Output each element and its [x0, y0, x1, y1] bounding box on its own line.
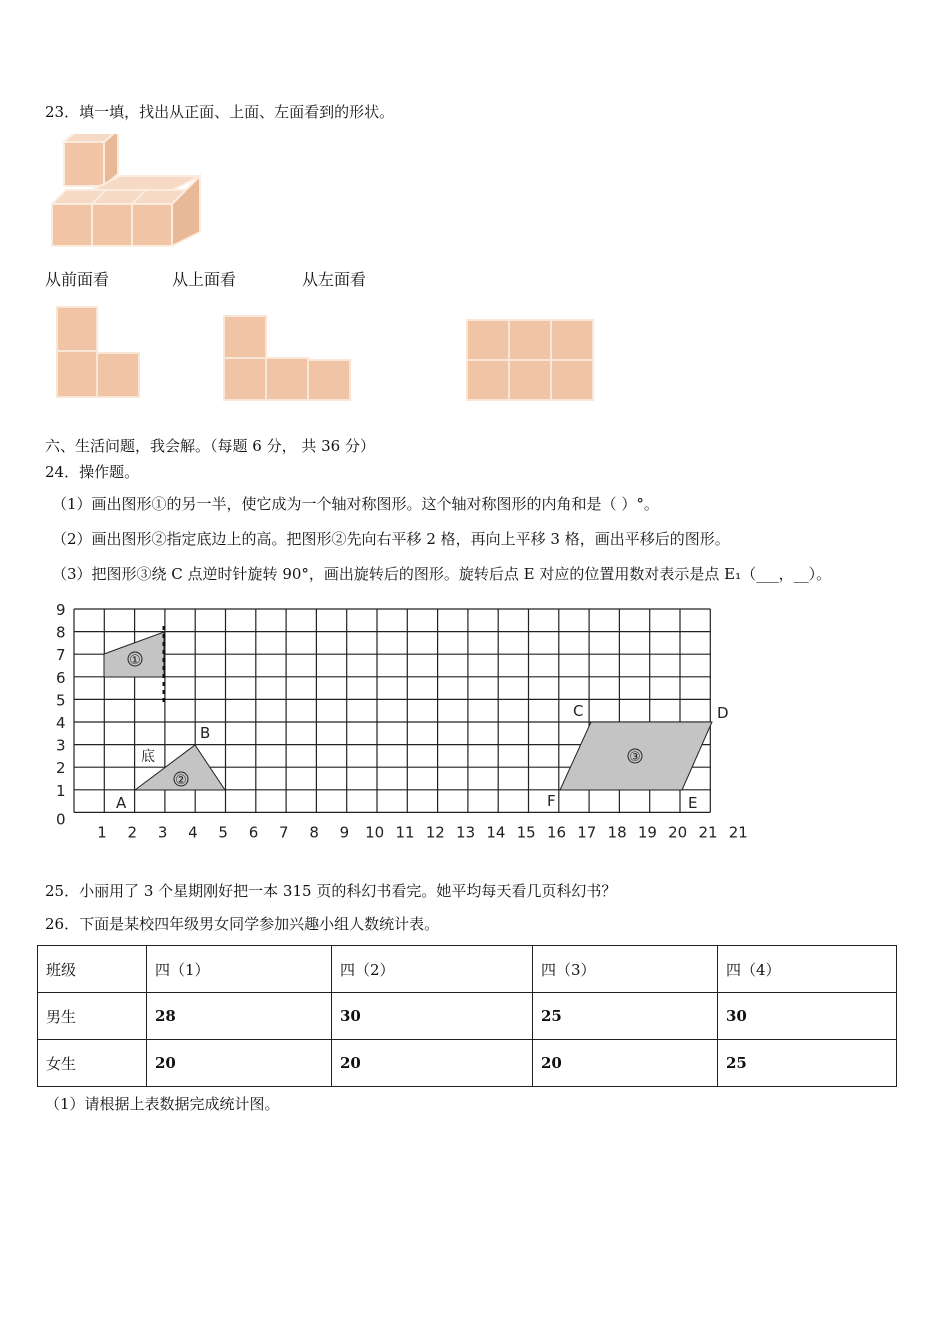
x-tick-label: 19	[637, 823, 657, 842]
x-tick-label: 20	[668, 823, 688, 842]
table-cell: 25	[718, 1040, 897, 1087]
cube-front-face	[64, 142, 104, 186]
table-cell: 20	[332, 1040, 533, 1087]
shape-1-label: ①	[129, 653, 141, 668]
table-header-cell: 四（2）	[332, 946, 533, 993]
x-tick-label: 1	[97, 823, 107, 842]
view-label-top: 从上面看	[172, 270, 237, 289]
x-tick-label: 10	[365, 823, 385, 842]
q24-part2: （2）画出图形②指定底边上的高。把图形②先向右平移 2 格，再向上平移 3 格，画出平移后的图形。	[52, 530, 730, 548]
x-tick-label: 15	[516, 823, 536, 842]
y-tick-label: 7	[56, 646, 66, 665]
x-tick-label: 21	[728, 823, 748, 842]
coordinate-grid	[40, 598, 770, 843]
q26-part1: （1）请根据上表数据完成统计图。	[45, 1095, 280, 1113]
row-label: 女生	[38, 1040, 147, 1087]
y-tick-label: 8	[56, 623, 66, 642]
x-tick-label: 18	[607, 823, 627, 842]
x-tick-label: 9	[339, 823, 350, 842]
point-A: A	[116, 794, 127, 812]
y-tick-label: 9	[56, 601, 66, 619]
y-tick-label: 0	[56, 810, 66, 829]
q24-part3: （3）把图形③绕 C 点逆时针旋转 90°，画出旋转后的图形。旋转后点 E 对应的位置用数对表示是点 E₁（___，__）。	[52, 565, 832, 583]
y-tick-label: 1	[56, 781, 66, 800]
q23-title: 23．填一填，找出从正面、上面、左面看到的形状。	[45, 103, 395, 121]
section6-title: 六、生活问题，我会解。（每题 6 分， 共 36 分）	[45, 437, 375, 455]
y-tick-label: 3	[56, 736, 66, 755]
cube-front-face	[92, 204, 132, 246]
q24-part1: （1）画出图形①的另一半，使它成为一个轴对称图形。这个轴对称图形的内角和是（ ）°。	[52, 495, 659, 513]
point-F: F	[547, 792, 556, 810]
x-tick-label: 13	[456, 823, 476, 842]
shape-2-label: ②	[175, 773, 187, 788]
x-tick-label: 8	[309, 823, 319, 842]
cube-stack-figure	[48, 134, 208, 249]
point-B: B	[200, 724, 211, 742]
x-tick-label: 6	[248, 823, 259, 842]
cube-front-face	[132, 204, 172, 246]
point-C: C	[573, 702, 584, 720]
table-header-cell: 四（1）	[147, 946, 332, 993]
table-cell: 25	[533, 993, 718, 1040]
y-tick-label: 5	[56, 691, 66, 710]
table-header-cell: 四（3）	[533, 946, 718, 993]
x-tick-label: 3	[157, 823, 168, 842]
y-tick-label: 2	[56, 759, 66, 778]
table-cell: 20	[533, 1040, 718, 1087]
x-tick-label: 4	[188, 823, 198, 842]
shape-3-label: ③	[629, 750, 641, 765]
x-tick-label: 17	[577, 823, 597, 842]
x-tick-label: 2	[127, 823, 138, 842]
q24-title: 24．操作题。	[45, 463, 140, 481]
view-label-left: 从左面看	[302, 270, 367, 289]
table-row	[38, 1040, 897, 1087]
q25-text: 25．小丽用了 3 个星期刚好把一本 315 页的科幻书看完。她平均每天看几页科幻书？	[45, 882, 617, 900]
top-view-shape	[222, 314, 354, 404]
point-E: E	[688, 794, 698, 812]
x-tick-label: 7	[279, 823, 289, 842]
table-header-row	[38, 946, 897, 993]
x-tick-label: 5	[218, 823, 228, 842]
view-label-front: 从前面看	[45, 270, 110, 289]
x-tick-label: 14	[486, 823, 506, 842]
table-cell: 30	[718, 993, 897, 1040]
x-tick-label: 11	[395, 823, 415, 842]
y-tick-label: 6	[56, 668, 66, 687]
table-header-cell: 班级	[38, 946, 147, 993]
stats-table	[37, 945, 897, 1087]
x-tick-label: 16	[546, 823, 567, 842]
table-row	[38, 993, 897, 1040]
q26-title: 26．下面是某校四年级男女同学参加兴趣小组人数统计表。	[45, 915, 440, 933]
x-tick-label: 12	[425, 823, 445, 842]
table-cell: 28	[147, 993, 332, 1040]
front-view-shape	[55, 305, 145, 400]
table-cell: 30	[332, 993, 533, 1040]
left-view-shape	[465, 318, 595, 402]
row-label: 男生	[38, 993, 147, 1040]
x-tick-label: 21	[698, 823, 718, 842]
cube-front-face	[52, 204, 92, 246]
point-D: D	[717, 704, 729, 722]
table-cell: 20	[147, 1040, 332, 1087]
table-header-cell: 四（4）	[718, 946, 897, 993]
base-label: 底	[141, 749, 155, 765]
y-tick-label: 4	[56, 714, 66, 732]
